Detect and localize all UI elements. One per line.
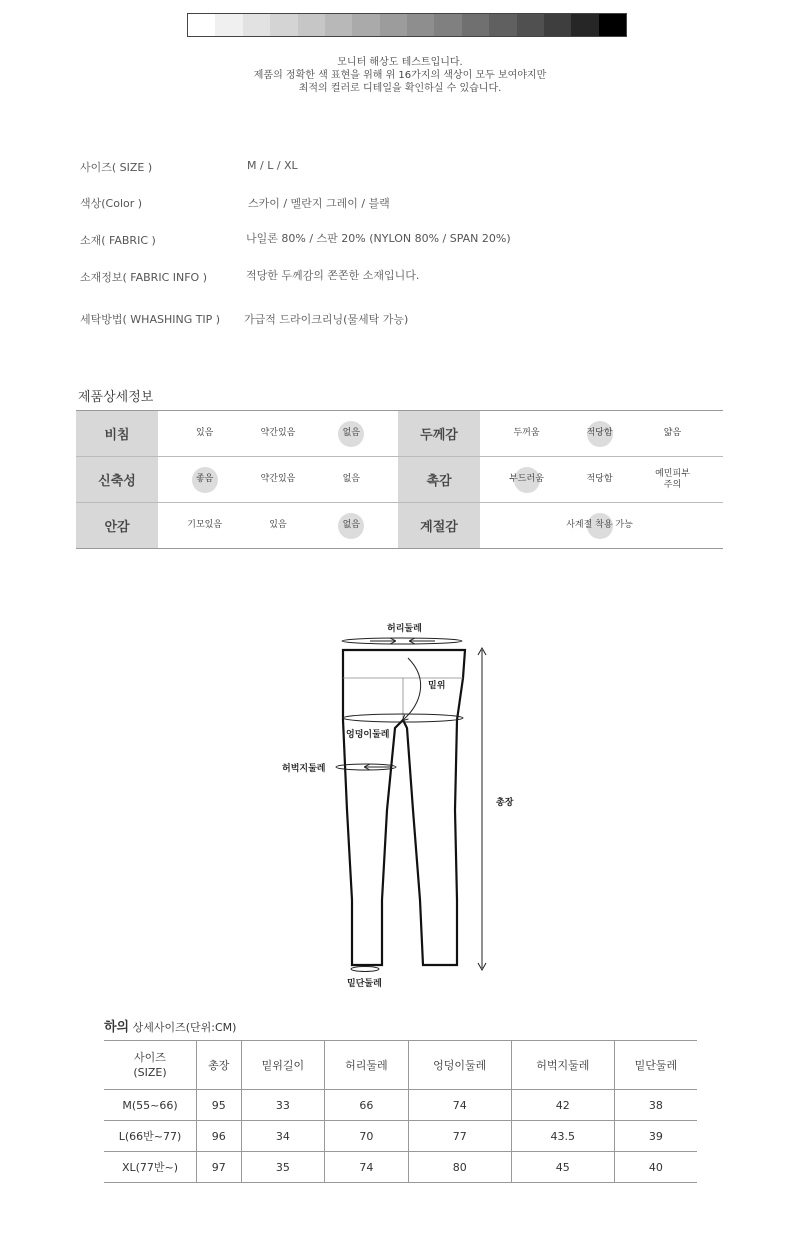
detail-option-selected (575, 428, 625, 439)
spec-label-washing: 세탁방법( WHASHING TIP ) (80, 313, 221, 326)
detail-option (648, 428, 698, 439)
size-table-header-row (104, 1041, 697, 1090)
detail-option (253, 520, 303, 531)
header-cell: 허벅지둘레 (511, 1041, 614, 1090)
gray-swatch (517, 14, 544, 36)
detail-option (253, 428, 303, 439)
detail-option-label: 기모있음 (187, 520, 223, 530)
spec-value-fabric-info: 적당한 두께감의 쫀쫀한 소재입니다. (246, 269, 420, 282)
leggings-outline (343, 650, 465, 965)
detail-option-label: 없음 (342, 520, 360, 530)
detail-option-selected (502, 474, 552, 485)
detail-option-label: 두꺼움 (513, 428, 540, 438)
table-cell: 39 (614, 1121, 697, 1152)
table-cell: 35 (241, 1152, 325, 1183)
gray-swatch (599, 14, 626, 36)
gray-swatch (489, 14, 516, 36)
table-cell: 74 (325, 1152, 409, 1183)
detail-option-label: 없음 (342, 428, 360, 438)
header-size-en: (SIZE) (133, 1066, 167, 1079)
gray-swatch (544, 14, 571, 36)
spec-label-size: 사이즈( SIZE ) (80, 161, 153, 174)
gray-swatch (188, 14, 215, 36)
hip-label: 엉덩이둘레 (346, 730, 390, 740)
detail-option-selected (326, 428, 376, 439)
detail-option-label: 부드러움 (509, 474, 544, 484)
table-cell: 38 (614, 1090, 697, 1121)
header-cell: 총장 (197, 1041, 242, 1090)
detail-category-head: 안감 (76, 503, 158, 548)
hem-measure-line (351, 967, 379, 972)
thigh-label: 허벅지둘레 (282, 764, 326, 774)
table-cell: 97 (197, 1152, 242, 1183)
detail-option-label: 약간있음 (260, 474, 296, 484)
gray-swatch (270, 14, 297, 36)
table-cell: 74 (408, 1090, 511, 1121)
table-cell: 34 (241, 1121, 325, 1152)
table-cell: 70 (325, 1121, 409, 1152)
detail-options (158, 411, 398, 456)
detail-options (480, 457, 719, 502)
detail-category-head: 비침 (76, 411, 158, 456)
detail-option-label: 적당함 (586, 474, 613, 484)
detail-option-selected (566, 520, 633, 531)
detail-option (648, 469, 698, 491)
detail-option-label: 사계절 착용 가능 (566, 520, 633, 530)
detail-option (180, 428, 230, 439)
detail-option-label: 약간있음 (260, 428, 296, 438)
header-cell: 밑단둘레 (614, 1041, 697, 1090)
detail-option (575, 474, 625, 485)
gray-swatch (352, 14, 379, 36)
monitor-test-line: 최적의 컬러로 디테일을 확인하실 수 있습니다. (298, 83, 502, 94)
spec-value-color: 스카이 / 멜란지 그레이 / 블랙 (248, 197, 390, 210)
product-detail-table (76, 410, 723, 549)
detail-option (180, 520, 230, 531)
detail-option-label: 있음 (269, 520, 287, 530)
table-row (104, 1152, 697, 1183)
detail-option (502, 428, 552, 439)
spec-value-washing: 가급적 드라이크리닝(물세탁 가능) (244, 313, 409, 326)
detail-option-label: 없음 (342, 474, 360, 484)
spec-label-color: 색상(Color ) (80, 197, 143, 210)
gray-swatch (407, 14, 434, 36)
table-cell: 33 (241, 1090, 325, 1121)
spec-label-fabric: 소재( FABRIC ) (80, 234, 156, 247)
size-table-title-rest: 상세사이즈(단위:CM) (129, 1021, 237, 1034)
gray-swatch (434, 14, 461, 36)
size-table-title (104, 1016, 236, 1035)
table-row (104, 1121, 697, 1152)
gray-swatch (462, 14, 489, 36)
detail-options (480, 503, 719, 548)
table-cell: 95 (197, 1090, 242, 1121)
measurement-diagram (270, 610, 550, 995)
detail-option-label: 좋음 (195, 474, 214, 484)
detail-row (76, 457, 723, 503)
detail-option-selected (326, 520, 376, 531)
gray-swatch (325, 14, 352, 36)
table-cell: 45 (511, 1152, 614, 1183)
detail-options (158, 457, 398, 502)
header-size-ko: 사이즈 (134, 1051, 166, 1064)
detail-option-selected (180, 474, 230, 485)
detail-row (76, 411, 723, 457)
header-cell: 밑위길이 (241, 1041, 325, 1090)
spec-value-size: M / L / XL (247, 159, 298, 172)
detail-category-head: 신축성 (76, 457, 158, 502)
size-table (104, 1040, 697, 1183)
detail-option-label: 얇음 (663, 428, 682, 438)
gray-swatch (298, 14, 325, 36)
detail-category-head: 촉감 (398, 457, 480, 502)
table-cell: 77 (408, 1121, 511, 1152)
detail-option-label: 있음 (195, 428, 214, 438)
rise-label: 밑위 (428, 681, 446, 691)
gray-swatch (380, 14, 407, 36)
gray-swatch (215, 14, 242, 36)
detail-options (480, 411, 719, 456)
hem-label: 밑단둘레 (347, 979, 382, 989)
table-row (104, 1090, 697, 1121)
gray-swatch (243, 14, 270, 36)
monitor-test-notice (0, 56, 800, 95)
header-size (104, 1041, 197, 1090)
monitor-test-line: 모니터 해상도 테스트입니다. (337, 57, 463, 68)
waist-measure-line (342, 638, 462, 644)
table-cell: XL(77반~) (104, 1152, 197, 1183)
table-cell: 42 (511, 1090, 614, 1121)
detail-option (326, 474, 376, 485)
table-cell: L(66반~77) (104, 1121, 197, 1152)
header-cell: 허리둘레 (325, 1041, 409, 1090)
detail-option-label: 적당함 (586, 428, 613, 438)
waist-label: 허리둘레 (387, 624, 422, 634)
detail-section-title: 제품상세정보 (78, 390, 154, 405)
spec-value-fabric: 나일론 80% / 스판 20% (NYLON 80% / SPAN 20%) (246, 232, 511, 245)
detail-options (158, 503, 398, 548)
detail-category-head: 계절감 (398, 503, 480, 548)
grayscale-test-bar (187, 13, 627, 37)
monitor-test-line: 제품의 정확한 색 표현을 위해 위 16가지의 색상이 모두 보여야지만 (253, 70, 547, 81)
table-cell: 66 (325, 1090, 409, 1121)
table-cell: M(55~66) (104, 1090, 197, 1121)
table-cell: 40 (614, 1152, 697, 1183)
table-cell: 80 (408, 1152, 511, 1183)
size-table-title-bold: 하의 (104, 1020, 130, 1035)
detail-option (253, 474, 303, 485)
detail-option-label: 예민피부 주의 (655, 468, 690, 490)
table-cell: 43.5 (511, 1121, 614, 1152)
table-cell: 96 (197, 1121, 242, 1152)
length-label: 총장 (496, 798, 514, 808)
spec-label-fabric-info: 소재정보( FABRIC INFO ) (80, 271, 207, 284)
header-cell: 엉덩이둘레 (408, 1041, 511, 1090)
detail-row (76, 503, 723, 548)
detail-category-head: 두께감 (398, 411, 480, 456)
gray-swatch (571, 14, 598, 36)
